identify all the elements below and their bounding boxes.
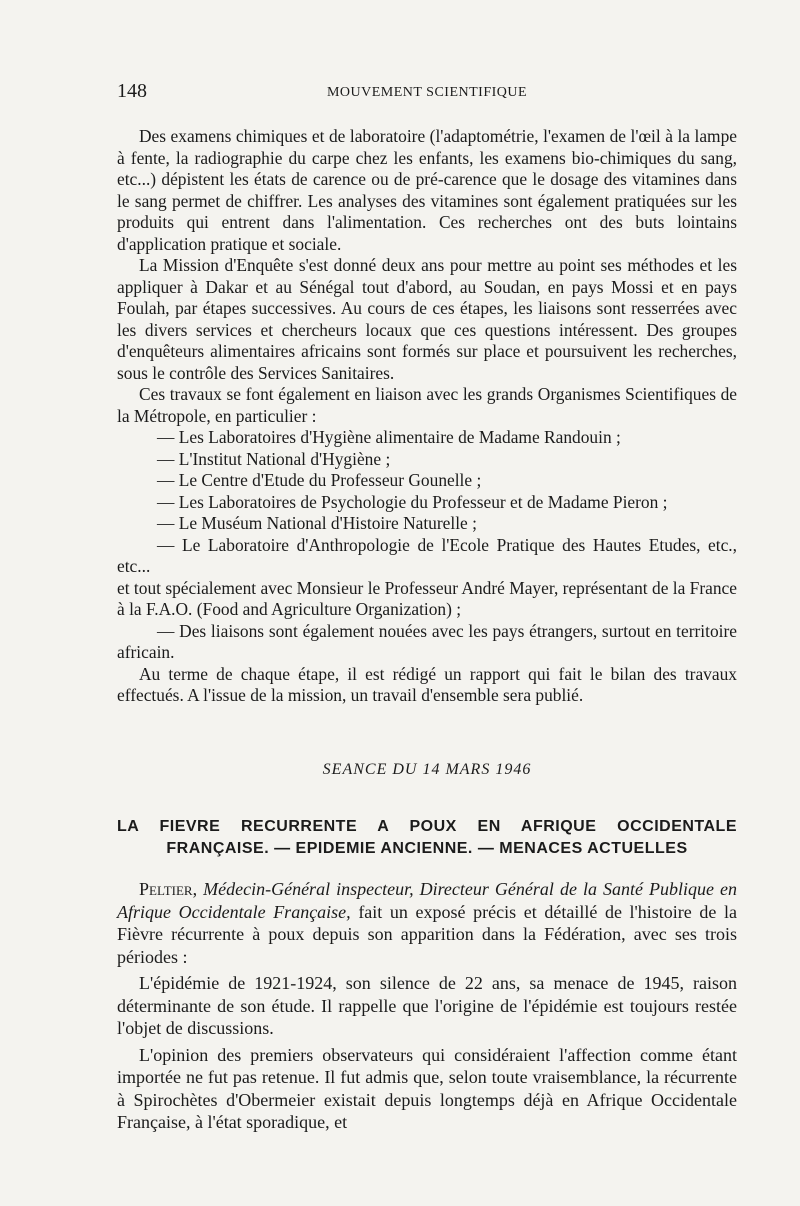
page-header: [117, 80, 737, 114]
article-title-line1: LA FIEVRE RECURRENTE A POUX EN AFRIQUE OCCIDENTALE: [117, 818, 737, 835]
list-item-museum: — Le Muséum National d'Histoire Naturelle ;: [157, 513, 477, 533]
author-role: Médecin-Général inspecteur, Directeur Général de la Santé Publique en Afrique Occidentale Française,: [117, 879, 737, 922]
author-name: Peltier,: [139, 879, 198, 899]
list-item-pieron: — Les Laboratoires de Psychologie du Professeur et de Madame Pieron ;: [157, 491, 668, 512]
list-item-randouin: — Les Laboratoires d'Hygiène alimentaire de Madame Randouin ;: [157, 427, 621, 447]
paragraph-examens: Des examens chimiques et de laboratoire (l'adaptométrie, l'examen de l'œil à la lampe à fente, la radiographie du carpe chez les enfants, les examens bio-chimiques du sang, etc...) dépistent les états de carence ou de pré-carence que le dosage des vitamines dans le sang permet de chiffrer. Les analyses des vitamines sont également pratiquées sur les produits qui entrent dans l'alimentation. Ces recherches ont des buts lointains d'application pratique et sociale.: [117, 126, 737, 254]
paragraph-closing: Au terme de chaque étape, il est rédigé un rapport qui fait le bilan des travaux effectués. A l'issue de la mission, un travail d'ensemble sera publié.: [117, 663, 737, 705]
article-paragraph-opinion: L'opinion des premiers observateurs qui considéraient l'affection comme étant importée ne fut pas retenue. Il fut admis que, selon toute vraisemblance, la récurrente à Spirochètes d'Obermeier existait depuis longtemps déjà en Afrique Occidentale Française, à l'état sporadique, et: [117, 1044, 737, 1132]
page: [117, 80, 737, 1134]
page-number: 148: [117, 80, 147, 102]
running-head: MOUVEMENT SCIENTIFIQUE: [326, 85, 528, 100]
paragraph-mission: La Mission d'Enquête s'est donné deux ans pour mettre au point ses méthodes et les appliquer à Dakar et au Sénégal tout d'abord, au Soudan, en pays Mossi et en pays Foulah, par étapes successives. Au cours de ces étapes, les liaisons sont resserrées avec les divers services et chercheurs locaux que ces questions intéressent. Des groupes d'enquêteurs alimentaires africains sont formés sur place et poursuivent les recherches, sous le contrôle des Services Sanitaires.: [117, 255, 737, 383]
article-title: [117, 816, 737, 860]
list-item-anthropologie: — Le Laboratoire d'Anthropologie de l'Ecole Pratique des Hautes Etudes, etc., etc...: [117, 534, 737, 576]
list-item-mayer: et tout spécialement avec Monsieur le Professeur André Mayer, représentant de la France à la F.A.O. (Food and Agriculture Organization) ;: [117, 577, 737, 619]
session-heading: SEANCE DU 14 MARS 1946: [322, 760, 532, 778]
article-title-line2: FRANÇAISE. — EPIDEMIE ANCIENNE. — MENACES ACTUELLES: [166, 840, 688, 857]
article-body: [117, 878, 737, 1134]
intro-text: fait un exposé précis et détaillé de l'histoire de la Fièvre récurrente à poux depuis son apparition dans la Fédération, avec ses trois périodes :: [117, 901, 738, 967]
list-item-institut: — L'Institut National d'Hygiène ;: [157, 448, 391, 469]
article-paragraph-intro: [117, 878, 737, 968]
list-item-gounelle: — Le Centre d'Etude du Professeur Gounelle ;: [157, 470, 482, 490]
article-paragraph-epidemie: L'épidémie de 1921-1924, son silence de 22 ans, sa menace de 1945, raison déterminante de son étude. Il rappelle que l'origine de l'épidémie est toujours restée l'objet de discussions.: [117, 973, 737, 1038]
paragraph-travaux: Ces travaux se font également en liaison avec les grands Organismes Scientifiques de la Métropole, en particulier :: [117, 384, 737, 426]
list-item-etrangers: — Des liaisons sont également nouées avec les pays étrangers, surtout en territoire africain.: [117, 620, 737, 662]
